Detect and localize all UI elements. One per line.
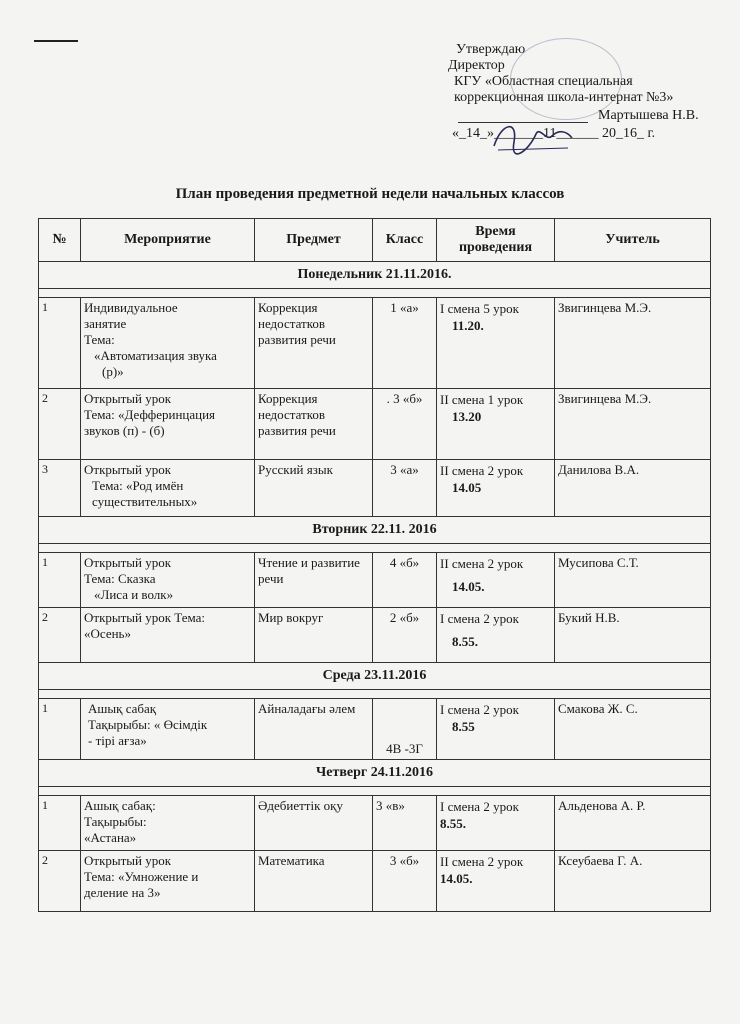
row-number: 2: [39, 608, 81, 663]
table-row: [39, 608, 711, 663]
event-cell: Индивидуальное занятие Тема: «Автоматизация звука (р)»: [81, 298, 255, 389]
approval-line: коррекционная школа-интернат №3»: [454, 90, 674, 105]
subject-cell: Коррекция недостатков развития речи: [255, 389, 373, 460]
subject-cell: Әдебиеттік оқу: [255, 796, 373, 851]
row-number: 1: [39, 298, 81, 389]
table-row: [39, 851, 711, 912]
row-number: 2: [39, 389, 81, 460]
time-cell: I смена 2 урок 8.55.: [437, 796, 555, 851]
day-label: Понедельник 21.11.2016.: [39, 262, 711, 289]
header-cell: Предмет: [255, 219, 373, 262]
time-cell: I смена 2 урок 8.55.: [437, 608, 555, 663]
signer-name: Мартышева Н.В.: [598, 108, 699, 123]
day-label: Четверг 24.11.2016: [39, 760, 711, 787]
subject-cell: Коррекция недостатков развития речи: [255, 298, 373, 389]
subject-cell: Айналадағы әлем: [255, 699, 373, 760]
subject-cell: Мир вокруг: [255, 608, 373, 663]
row-number: 1: [39, 699, 81, 760]
class-cell: . 3 «б»: [373, 389, 437, 460]
teacher-cell: Данилова В.А.: [555, 460, 711, 517]
teacher-cell: Смакова Ж. С.: [555, 699, 711, 760]
header-cell: Класс: [373, 219, 437, 262]
table-row: [39, 298, 711, 389]
row-number: 2: [39, 851, 81, 912]
event-cell: Ашық сабақ: Тақырыбы: «Астана»: [81, 796, 255, 851]
header-row: [39, 219, 711, 262]
time-cell: II смена 2 урок 14.05.: [437, 553, 555, 608]
teacher-cell: Звигинцева М.Э.: [555, 298, 711, 389]
handwritten-signature: [488, 112, 578, 162]
time-cell: I смена 5 урок 11.20.: [437, 298, 555, 389]
time-cell: II смена 2 урок 14.05: [437, 460, 555, 517]
class-cell: 1 «а»: [373, 298, 437, 389]
table-row: [39, 389, 711, 460]
subject-cell: Математика: [255, 851, 373, 912]
row-number: 1: [39, 553, 81, 608]
row-number: 1: [39, 796, 81, 851]
class-cell: 2 «б»: [373, 608, 437, 663]
time-cell: I смена 2 урок 8.55: [437, 699, 555, 760]
teacher-cell: Ксеубаева Г. А.: [555, 851, 711, 912]
header-cell: Время проведения: [437, 219, 555, 262]
time-cell: II смена 1 урок 13.20: [437, 389, 555, 460]
day-label: Среда 23.11.2016: [39, 663, 711, 690]
table-row: [39, 796, 711, 851]
day-row-thursday: [39, 760, 711, 787]
teacher-cell: Альденова А. Р.: [555, 796, 711, 851]
day-row-wednesday: [39, 663, 711, 690]
time-cell: II смена 2 урок 14.05.: [437, 851, 555, 912]
header-cell: №: [39, 219, 81, 262]
class-cell: 3 «а»: [373, 460, 437, 517]
table-row: [39, 699, 711, 760]
event-cell: Открытый урок Тема: «Дефферинцация звуков (п) - (б): [81, 389, 255, 460]
top-rule: [34, 40, 78, 42]
header-cell: Учитель: [555, 219, 711, 262]
document-title: План проведения предметной недели начальных классов: [175, 186, 565, 202]
event-cell: Открытый урок Тема: Сказка «Лиса и волк»: [81, 553, 255, 608]
class-cell: 3 «в»: [373, 796, 437, 851]
subject-cell: Русский язык: [255, 460, 373, 517]
teacher-cell: Звигинцева М.Э.: [555, 389, 711, 460]
header-cell: Мероприятие: [81, 219, 255, 262]
teacher-cell: Мусипова С.Т.: [555, 553, 711, 608]
plan-table: [38, 218, 711, 912]
table-row: [39, 460, 711, 517]
day-row-tuesday: [39, 517, 711, 544]
day-row-monday: [39, 262, 711, 289]
table-row: [39, 553, 711, 608]
day-label: Вторник 22.11. 2016: [39, 517, 711, 544]
row-number: 3: [39, 460, 81, 517]
approval-line: Директор: [448, 58, 505, 73]
class-cell: 3 «б»: [373, 851, 437, 912]
class-cell: 4В -3Г: [373, 699, 437, 760]
teacher-cell: Букий Н.В.: [555, 608, 711, 663]
class-cell: 4 «б»: [373, 553, 437, 608]
event-cell: Ашық сабақ Тақырыбы: « Өсімдік - тірі ағза»: [81, 699, 255, 760]
subject-cell: Чтение и развитие речи: [255, 553, 373, 608]
event-cell: Открытый урок Тема: «Умножение и деление на 3»: [81, 851, 255, 912]
event-cell: Открытый урок Тема: «Осень»: [81, 608, 255, 663]
event-cell: Открытый урок Тема: «Род имён существительных»: [81, 460, 255, 517]
approval-line: КГУ «Областная специальная: [454, 74, 633, 89]
approval-line: Утверждаю: [456, 42, 526, 57]
approval-date: «_14_»_______11______ 20_16_ г.: [452, 126, 656, 141]
